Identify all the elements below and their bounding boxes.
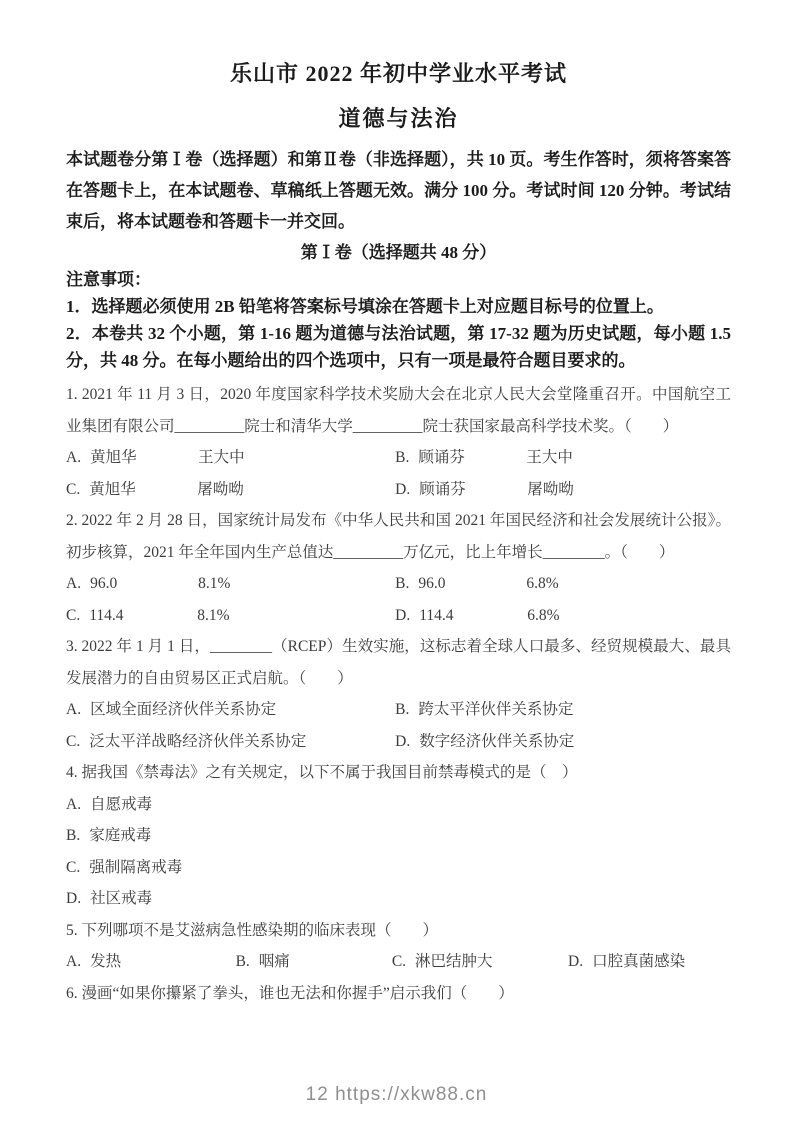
option-part: 黄旭华 [90, 449, 137, 466]
option-part: 屠呦呦 [197, 480, 244, 498]
option-part: 发热 [90, 953, 122, 970]
option-label: A. [66, 701, 82, 718]
option-label: B. [235, 953, 250, 970]
question-text: 3. 2022 年 1 月 1 日，________（RCEP）生效实施，这标志着全球人口最多、经贸规模最大、最具发展潜力的自由贸易区正式启航。（ ） [66, 638, 731, 687]
question-list [66, 379, 731, 1009]
option-label: D. [395, 606, 411, 624]
question-5 [66, 915, 731, 978]
option-d [568, 946, 731, 978]
option-b [236, 946, 392, 978]
option-label: A. [66, 449, 82, 466]
option-b [395, 568, 731, 600]
option-part: 王大中 [526, 449, 573, 466]
option-b [395, 442, 731, 474]
option-part: 区域全面经济伙伴关系协定 [90, 701, 277, 718]
option-c [66, 726, 395, 758]
exam-instructions: 本试题卷分第Ⅰ卷（选择题）和第Ⅱ卷（非选择题），共 10 页。考生作答时，须将答案答在答题卡上，在本试题卷、草稿纸上答题无效。满分 100 分。考试时间 120 分钟。考试结束后，将本试题卷和答题卡一并交回。 [66, 150, 731, 231]
option-label: C. [391, 953, 407, 970]
option-a [66, 946, 236, 978]
question-4 [66, 757, 731, 915]
option-a [66, 789, 731, 821]
option-b [66, 820, 731, 852]
question-3 [66, 631, 731, 757]
option-part: 屠呦呦 [527, 480, 574, 498]
question-2 [66, 505, 731, 631]
option-c [66, 474, 395, 506]
option-a [66, 694, 395, 726]
question-6 [66, 978, 731, 1010]
option-b [395, 694, 731, 726]
option-label: A. [66, 575, 82, 592]
question-text: 5. 下列哪项不是艾滋病急性感染期的临床表现（ ） [66, 921, 439, 939]
option-part: 王大中 [198, 449, 245, 466]
page-footer-watermark: 12 https://xkw88.cn [305, 1084, 488, 1105]
option-d [395, 726, 731, 758]
option-label: D. [66, 890, 82, 907]
question-2-options [66, 568, 731, 631]
option-part: 咽痛 [258, 953, 290, 970]
option-part: 6.8% [526, 575, 559, 592]
option-part: 96.0 [90, 575, 118, 592]
option-label: C. [66, 732, 81, 750]
option-part: 8.1% [198, 575, 231, 592]
option-label: D. [395, 480, 411, 498]
question-1-options [66, 442, 731, 505]
question-text: 1. 2021 年 11 月 3 日，2020 年度国家科学技术奖励大会在北京人民大会堂隆重召开。中国航空工业集团有限公司_________院士和清华大学_________院士获国家最高科学技术奖。（ ） [66, 386, 731, 435]
question-1 [66, 379, 731, 505]
option-part: 黄旭华 [89, 480, 136, 498]
option-label: D. [395, 732, 411, 750]
option-label: B. [66, 827, 81, 844]
question-text: 4. 据我国《禁毒法》之有关规定，以下不属于我国目前禁毒模式的是（ ） [66, 764, 578, 781]
note-item-2: 2．本卷共 32 个小题，第 1-16 题为道德与法治试题，第 17-32 题为历史试题，每小题 1.5 分，共 48 分。在每小题给出的四个选项中，只有一项是最符合题目要求的。 [66, 324, 731, 370]
option-a [66, 442, 395, 474]
question-text: 2. 2022 年 2 月 28 日，国家统计局发布《中华人民共和国 2021 年国民经济和社会发展统计公报》。初步核算，2021 年全年国内生产总值达_________万亿元，比上年增长________。（ ） [66, 512, 731, 561]
option-label: D. [568, 953, 584, 970]
option-part: 数字经济伙伴关系协定 [419, 732, 575, 750]
option-d [66, 883, 731, 915]
question-4-options [66, 789, 731, 915]
option-part: 泛太平洋战略经济伙伴关系协定 [89, 732, 307, 750]
option-part: 8.1% [197, 606, 230, 624]
option-part: 114.4 [89, 606, 124, 624]
option-label: C. [66, 858, 81, 876]
option-a [66, 568, 395, 600]
option-part: 顾诵芬 [418, 449, 465, 466]
option-part: 114.4 [419, 606, 454, 624]
option-part: 跨太平洋伙伴关系协定 [418, 701, 574, 718]
page-title: 乐山市 2022 年初中学业水平考试 [229, 61, 567, 86]
option-d [395, 600, 731, 632]
question-text: 6. 漫画“如果你攥紧了拳头，谁也无法和你握手”启示我们（ ） [66, 984, 514, 1002]
option-c [392, 946, 568, 978]
option-part: 口腔真菌感染 [592, 953, 686, 970]
option-c [66, 600, 395, 632]
section-1-title: 第Ⅰ卷（选择题共 48 分） [300, 243, 497, 262]
subject-title: 道德与法治 [338, 106, 459, 131]
option-label: C. [66, 480, 81, 498]
option-part: 强制隔离戒毒 [89, 858, 183, 876]
option-part: 6.8% [527, 606, 560, 624]
option-label: B. [395, 701, 410, 718]
option-c [66, 852, 731, 884]
question-3-options [66, 694, 731, 757]
option-part: 淋巴结肿大 [415, 953, 493, 970]
option-d [395, 474, 731, 506]
option-label: A. [66, 953, 82, 970]
option-part: 社区戒毒 [90, 890, 153, 907]
option-part: 96.0 [418, 575, 446, 592]
notes-title: 注意事项： [66, 270, 151, 289]
question-5-options [66, 946, 731, 978]
option-label: B. [395, 575, 410, 592]
option-part: 自愿戒毒 [90, 795, 153, 813]
option-label: C. [66, 606, 81, 624]
note-item-1: 1．选择题必须使用 2B 铅笔将答案标号填涂在答题卡上对应题目标号的位置上。 [66, 297, 664, 316]
option-part: 家庭戒毒 [89, 827, 152, 844]
option-label: B. [395, 449, 410, 466]
option-label: A. [66, 795, 82, 813]
option-part: 顾诵芬 [419, 480, 466, 498]
